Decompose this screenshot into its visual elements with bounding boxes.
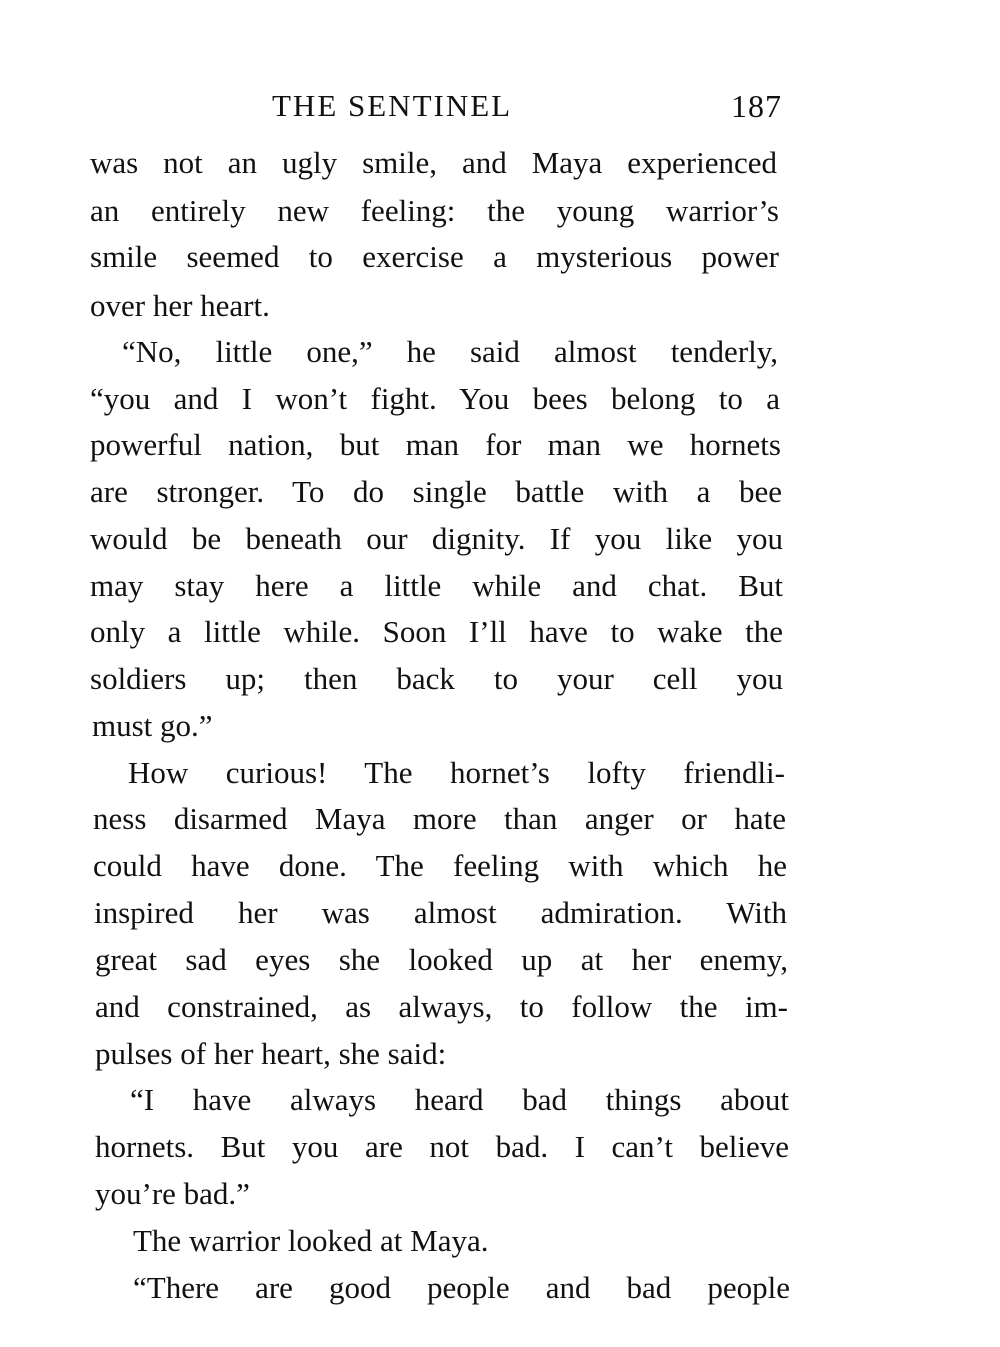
text-line: ness disarmed Maya more than anger or hate — [93, 801, 786, 836]
text-line: could have done. The feeling with which he — [93, 848, 787, 883]
text-line: must go.” — [92, 708, 213, 743]
text-line: powerful nation, but man for man we hornets — [90, 427, 781, 462]
text-line: only a little while. Soon I’ll have to wake the — [90, 614, 783, 649]
text-line: are stronger. To do single battle with a bee — [90, 474, 782, 509]
text-line: great sad eyes she looked up at her enemy, — [95, 942, 788, 977]
text-line: inspired her was almost admiration. With — [94, 895, 787, 930]
text-line: was not an ugly smile, and Maya experienced — [90, 145, 777, 180]
text-line: over her heart. — [90, 288, 270, 323]
text-line: “I have always heard bad things about — [130, 1082, 789, 1117]
text-line: The warrior looked at Maya. — [133, 1223, 489, 1258]
text-line: an entirely new feeling: the young warrior’s — [90, 193, 779, 228]
page-number: 187 — [731, 88, 782, 124]
text-line: pulses of her heart, she said: — [95, 1036, 447, 1071]
text-line: soldiers up; then back to your cell you — [90, 661, 783, 696]
text-line: smile seemed to exercise a mysterious power — [90, 239, 779, 274]
text-line: “you and I won’t fight. You bees belong to a — [90, 381, 780, 416]
running-title: THE SENTINEL — [272, 88, 513, 123]
running-head — [272, 82, 782, 130]
text-line: “No, little one,” he said almost tenderly, — [122, 334, 778, 369]
text-line: How curious! The hornet’s lofty friendli- — [128, 755, 785, 790]
text-line: may stay here a little while and chat. But — [90, 568, 783, 603]
text-line: and constrained, as always, to follow the im- — [95, 989, 788, 1024]
text-line: would be beneath our dignity. If you like you — [90, 521, 783, 556]
text-line: hornets. But you are not bad. I can’t believe — [95, 1129, 789, 1164]
text-line: “There are good people and bad people — [133, 1270, 790, 1305]
text-line: you’re bad.” — [95, 1176, 250, 1211]
